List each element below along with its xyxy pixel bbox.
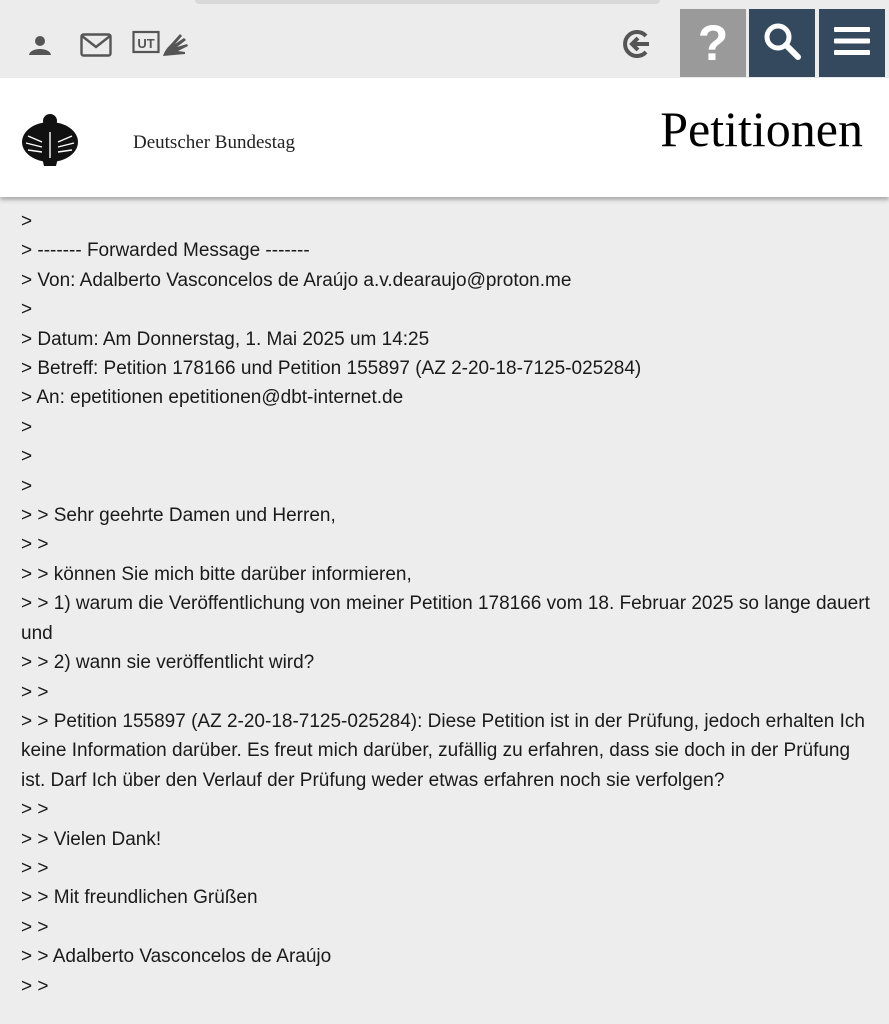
message-line: > [21,446,33,468]
menu-button[interactable] [819,9,885,77]
message-line: > [21,299,33,321]
mail-icon[interactable] [80,33,112,62]
message-line: > [21,416,33,438]
message-line: > > [21,916,49,938]
top-toolbar [0,0,889,79]
message-line: > ------- Forwarded Message ------- [21,240,310,262]
message-line: > Datum: Am Donnerstag, 1. Mai 2025 um 14:25 [21,328,430,350]
forwarded-message-body [21,207,876,1001]
federal-eagle-logo[interactable] [20,112,80,173]
hamburger-menu-icon [833,24,871,63]
message-line: > > Adalberto Vasconcelos de Araújo [21,946,332,968]
logout-icon[interactable] [621,28,653,65]
message-line: > > Mit freundlichen Grüßen [21,887,258,909]
message-line: > > [21,534,49,556]
message-line: > > [21,681,49,703]
person-icon[interactable] [28,34,52,61]
message-line: > > [21,799,49,821]
message-line: > > 2) wann sie veröffentlicht wird? [21,652,315,674]
search-icon [762,21,802,66]
message-line: > Von: Adalberto Vasconcelos de Araújo a.v.dearaujo@proton.me [21,269,572,291]
subtitles-label: UT [137,36,155,51]
message-line: > Betreff: Petition 178166 und Petition 155897 (AZ 2-20-18-7125-025284) [21,358,642,380]
message-line: > > Petition 155897 (AZ 2-20-18-7125-025284): Diese Petition ist in der Prüfung, jedoch erhalten Ich keine Information darüber. Es freut mich darüber, zufällig zu erfahren, dass sie doch in der Prüfung ist. Darf Ich über den Verlauf der Prüfung weder etwas erfahren noch sie verfolgen? [21,710,871,791]
site-title[interactable]: Petitionen [660,101,863,157]
message-line: > > [21,857,49,879]
message-line: > An: epetitionen epetitionen@dbt-internet.de [21,387,404,409]
message-line: > > [21,975,49,997]
message-line: > [21,475,33,497]
help-icon: ? [697,15,729,71]
browser-tab-edge [195,0,660,4]
org-name[interactable]: Deutscher Bundestag [133,132,295,153]
help-button[interactable] [680,9,746,77]
message-line: > > 1) warum die Veröffentlichung von meiner Petition 178166 vom 18. Februar 2025 so lange dauert und [21,593,876,644]
search-button[interactable] [749,9,815,77]
message-line: > > Sehr geehrte Damen und Herren, [21,505,336,527]
message-line: > > Vielen Dank! [21,828,162,850]
subtitles-sign-language-icon[interactable] [132,28,192,63]
message-line: > > können Sie mich bitte darüber informieren, [21,563,412,585]
message-line: > [21,211,33,232]
